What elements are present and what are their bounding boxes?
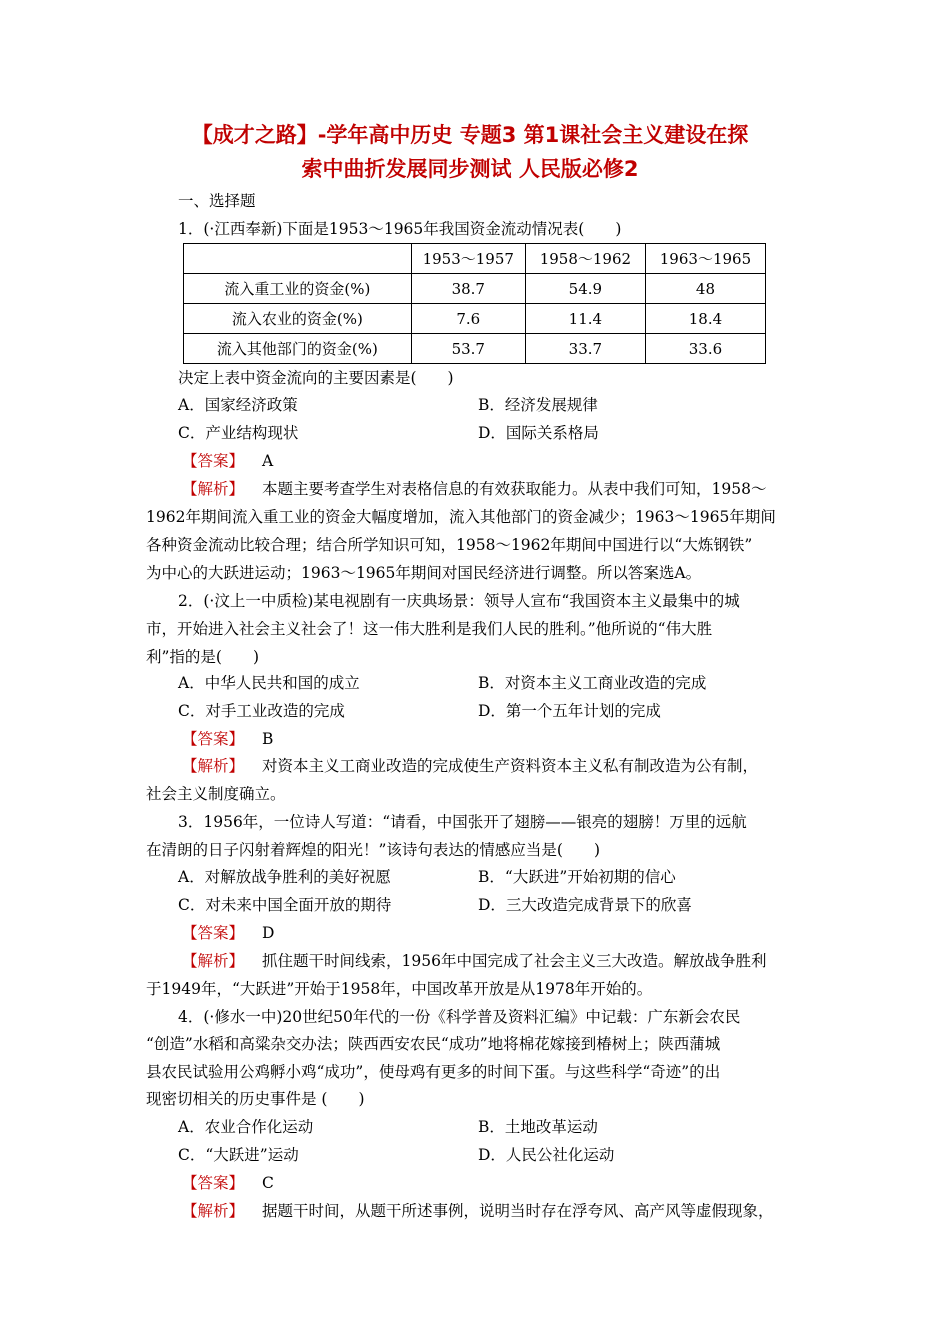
q2-option-c: C．对手工业改造的完成 — [178, 702, 345, 720]
q3-stem-line: 在清朗的日子闪射着辉煌的阳光！”该诗句表达的情感应当是( ) — [146, 841, 601, 859]
q4-option-c: C．“大跃进”运动 — [178, 1146, 299, 1164]
analysis-text: 对资本主义工商业改造的完成使生产资料资本主义私有制改造为公有制， — [262, 757, 759, 775]
q1-option-d: D．国际关系格局 — [478, 424, 599, 442]
q1-stem: 1．(·江西奉新)下面是1953～1965年我国资金流动情况表( ) — [178, 220, 622, 238]
analysis-label: 【解析】 — [182, 1202, 245, 1220]
q2-analysis-line — [182, 755, 758, 777]
q1-option-c: C．产业结构现状 — [178, 424, 299, 442]
analysis-label: 【解析】 — [182, 480, 245, 498]
analysis-label: 【解析】 — [182, 757, 245, 775]
answer-label: 【答案】 — [182, 1174, 245, 1192]
table-header-row — [184, 244, 766, 274]
q1-option-b: B．经济发展规律 — [478, 396, 598, 414]
answer-value: B — [262, 730, 274, 748]
q4-stem-line: 4．(·修水一中)20世纪50年代的一份《科学普及资料汇编》中记载：广东新会农民 — [178, 1008, 741, 1026]
table-cell: 7.6 — [411, 304, 525, 334]
analysis-text: 本题主要考查学生对表格信息的有效获取能力。从表中我们可知，1958～ — [262, 480, 767, 498]
q3-stem-line: 3．1956年，一位诗人写道：“请看，中国张开了翅膀——银亮的翅膀！万里的远航 — [178, 813, 747, 831]
q2-stem-line: 2．(·汶上一中质检)某电视剧有一庆典场景：领导人宣布“我国资本主义最集中的城 — [178, 592, 740, 610]
q2-option-a: A．中华人民共和国的成立 — [178, 674, 360, 692]
q2-stem-line: 利”指的是( ) — [146, 648, 260, 666]
table-header-cell — [184, 244, 412, 274]
answer-label: 【答案】 — [182, 730, 245, 748]
answer-value: A — [262, 452, 274, 470]
q2-answer — [182, 728, 273, 750]
table-row — [184, 274, 766, 304]
answer-label: 【答案】 — [182, 452, 245, 470]
q1-analysis-line: 为中心的大跃进运动；1963～1965年期间对国民经济进行调整。所以答案选A。 — [146, 564, 702, 582]
section-heading: 一、选择题 — [178, 192, 256, 210]
q3-option-b: B．“大跃进”开始初期的信心 — [478, 868, 676, 886]
q2-analysis-line: 社会主义制度确立。 — [146, 785, 286, 803]
title-line-2: 索中曲折发展同步测试 人民版必修2 — [301, 157, 639, 181]
table-header-cell: 1963～1965 — [645, 244, 765, 274]
q4-stem-line: 现密切相关的历史事件是 ( ) — [146, 1090, 365, 1108]
q1-question: 决定上表中资金流向的主要因素是( ) — [178, 369, 454, 387]
q3-analysis-line — [182, 950, 766, 972]
table-header-cell: 1953～1957 — [411, 244, 525, 274]
q4-option-b: B．土地改革运动 — [478, 1118, 598, 1136]
table-cell: 48 — [645, 274, 765, 304]
q1-option-a: A．国家经济政策 — [178, 396, 298, 414]
table-cell: 38.7 — [411, 274, 525, 304]
funding-table — [183, 243, 766, 364]
table-cell: 流入其他部门的资金(%) — [184, 334, 412, 364]
analysis-text: 据题干时间，从题干所述事例，说明当时存在浮夸风、高产风等虚假现象， — [262, 1202, 774, 1220]
q1-analysis-line: 各种资金流动比较合理；结合所学知识可知，1958～1962年期间中国进行以“大炼钢铁” — [146, 536, 753, 554]
table-cell: 53.7 — [411, 334, 525, 364]
q1-answer — [182, 450, 273, 472]
q3-option-a: A．对解放战争胜利的美好祝愿 — [178, 868, 391, 886]
table-cell: 54.9 — [525, 274, 645, 304]
q2-option-d: D．第一个五年计划的完成 — [478, 702, 661, 720]
q3-analysis-line: 于1949年，“大跃进”开始于1958年，中国改革开放是从1978年开始的。 — [146, 980, 653, 998]
answer-value: C — [262, 1174, 274, 1192]
table-header-cell: 1958～1962 — [525, 244, 645, 274]
table-row — [184, 304, 766, 334]
q2-option-b: B．对资本主义工商业改造的完成 — [478, 674, 707, 692]
table-row — [184, 334, 766, 364]
table-cell: 33.6 — [645, 334, 765, 364]
table-cell: 33.7 — [525, 334, 645, 364]
q1-analysis-line — [182, 478, 766, 500]
analysis-text: 抓住题干时间线索，1956年中国完成了社会主义三大改造。解放战争胜利 — [262, 952, 767, 970]
q3-option-c: C．对未来中国全面开放的期待 — [178, 896, 392, 914]
q4-stem-line: 县农民试验用公鸡孵小鸡“成功”，使母鸡有更多的时间下蛋。与这些科学“奇迹”的出 — [146, 1063, 721, 1081]
q1-analysis-line: 1962年期间流入重工业的资金大幅度增加，流入其他部门的资金减少；1963～1965年期间 — [146, 508, 776, 526]
table-cell: 18.4 — [645, 304, 765, 334]
answer-label: 【答案】 — [182, 924, 245, 942]
q4-option-d: D．人民公社化运动 — [478, 1146, 615, 1164]
table-cell: 流入重工业的资金(%) — [184, 274, 412, 304]
table-cell: 流入农业的资金(%) — [184, 304, 412, 334]
q4-stem-line: “创造”水稻和高粱杂交办法；陕西西安农民“成功”地将棉花嫁接到椿树上；陕西蒲城 — [146, 1035, 721, 1053]
answer-value: D — [262, 924, 275, 942]
q2-stem-line: 市，开始进入社会主义社会了！这一伟大胜利是我们人民的胜利。”他所说的“伟大胜 — [146, 620, 713, 638]
q4-answer — [182, 1172, 274, 1194]
q3-answer — [182, 922, 274, 944]
q4-analysis-line — [182, 1200, 774, 1222]
analysis-label: 【解析】 — [182, 952, 245, 970]
q3-option-d: D．三大改造完成背景下的欣喜 — [478, 896, 692, 914]
title-line-1: 【成才之路】-学年高中历史 专题3 第1课社会主义建设在探 — [191, 123, 749, 147]
q4-option-a: A．农业合作化运动 — [178, 1118, 314, 1136]
table-cell: 11.4 — [525, 304, 645, 334]
